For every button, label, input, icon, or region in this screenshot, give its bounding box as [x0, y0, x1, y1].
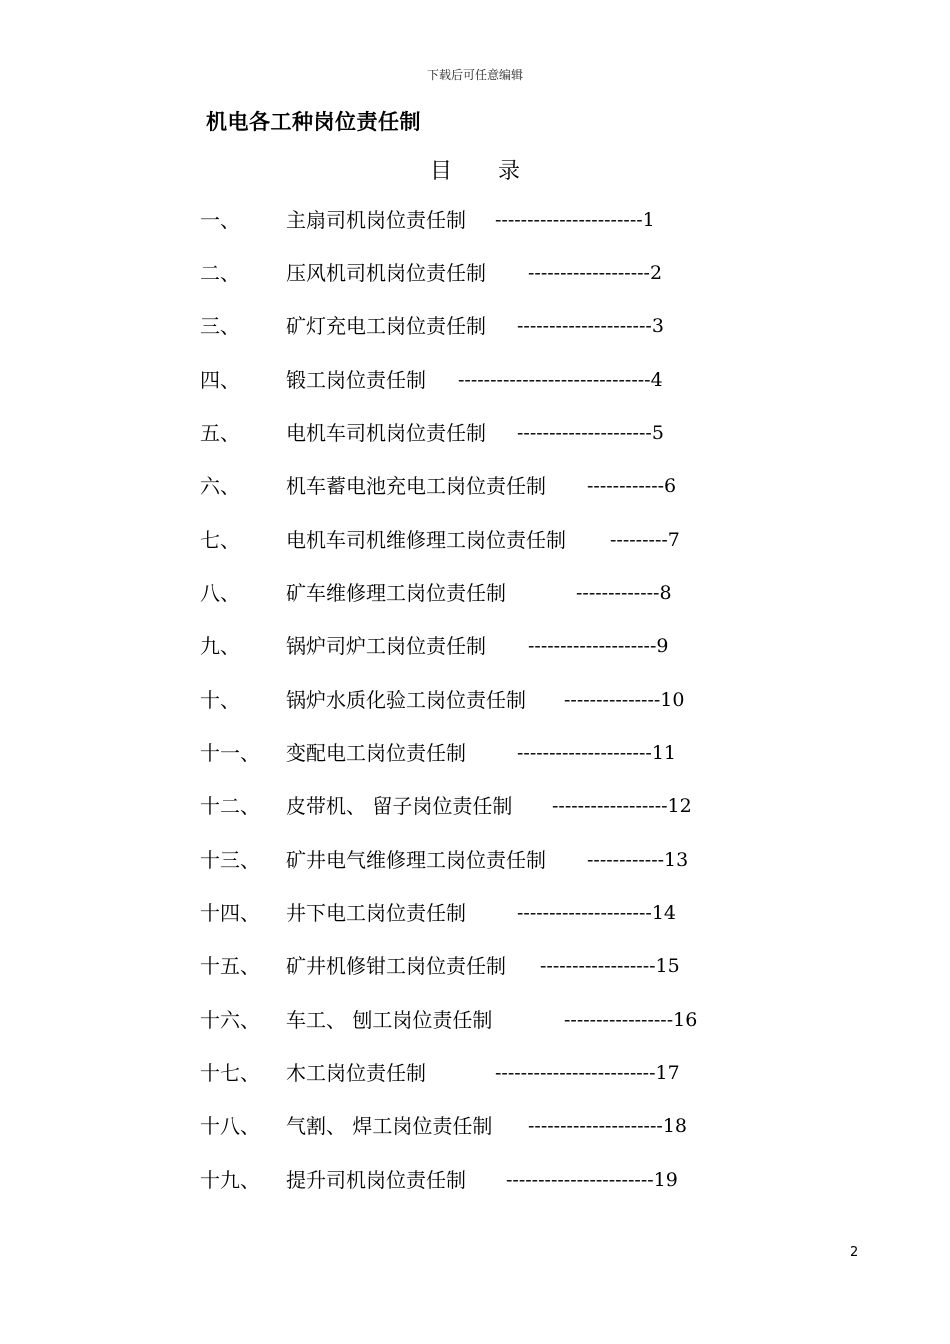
toc-entry-leader-page: ---------------------14 — [517, 902, 676, 924]
toc-entry-number: 九、 — [200, 634, 240, 658]
toc-entry-number: 十四、 — [200, 901, 260, 925]
toc-heading-char-2: 录 — [498, 159, 521, 184]
toc-entry-number: 十六、 — [200, 1008, 260, 1032]
toc-entry-leader-page: -----------------------1 — [495, 209, 655, 231]
toc-entry-title: 锻工岗位责任制 — [286, 368, 426, 392]
toc-entry-number: 五、 — [200, 421, 240, 445]
toc-entry-number: 十一、 — [200, 741, 260, 765]
toc-entry-title: 电机车司机维修理工岗位责任制 — [286, 528, 566, 552]
toc-entry-number: 十九、 — [200, 1168, 260, 1192]
toc-entry-leader-page: ------------13 — [587, 849, 689, 871]
toc-entry-title: 木工岗位责任制 — [286, 1061, 426, 1085]
toc-entry-number: 十七、 — [200, 1061, 260, 1085]
toc-entry-title: 皮带机、 留子岗位责任制 — [286, 794, 513, 818]
toc-entry-title: 矿井电气维修理工岗位责任制 — [286, 848, 546, 872]
toc-entry-leader-page: -------------------------17 — [495, 1062, 680, 1084]
toc-entry-number: 七、 — [200, 528, 240, 552]
toc-entry-leader-page: ------------------12 — [552, 795, 692, 817]
toc-entry-title: 提升司机岗位责任制 — [286, 1168, 466, 1192]
toc-entry-leader-page: ---------------------3 — [517, 315, 664, 337]
toc-entry-title: 气割、 焊工岗位责任制 — [286, 1114, 493, 1138]
toc-entry-number: 十三、 — [200, 848, 260, 872]
toc-entry-leader-page: ---------------10 — [564, 689, 685, 711]
toc-entry-leader-page: ---------------------11 — [517, 742, 676, 764]
toc-entry-leader-page: ---------------------5 — [517, 422, 664, 444]
toc-entry-number: 六、 — [200, 474, 240, 498]
toc-entry-number: 一、 — [200, 208, 240, 232]
toc-entry-leader-page: -------------------2 — [528, 262, 663, 284]
toc-entry-title: 主扇司机岗位责任制 — [286, 208, 466, 232]
toc-entry-number: 四、 — [200, 368, 240, 392]
toc-entry-leader-page: -----------------------19 — [506, 1169, 678, 1191]
document-title: 机电各工种岗位责任制 — [206, 110, 421, 134]
toc-entry-number: 十八、 — [200, 1114, 260, 1138]
toc-entry-leader-page: ------------------------------4 — [458, 369, 663, 391]
toc-entry-number: 十五、 — [200, 954, 260, 978]
toc-entry-title: 机车蓄电池充电工岗位责任制 — [286, 474, 546, 498]
toc-entry-title: 车工、 刨工岗位责任制 — [286, 1008, 493, 1032]
toc-entry-number: 八、 — [200, 581, 240, 605]
toc-entry-title: 电机车司机岗位责任制 — [286, 421, 486, 445]
toc-entry-title: 矿车维修理工岗位责任制 — [286, 581, 506, 605]
toc-entry-number: 十二、 — [200, 794, 260, 818]
toc-entry-title: 压风机司机岗位责任制 — [286, 261, 486, 285]
toc-entry-title: 变配电工岗位责任制 — [286, 741, 466, 765]
toc-entry-title: 锅炉司炉工岗位责任制 — [286, 634, 486, 658]
toc-entry-leader-page: -------------8 — [576, 582, 672, 604]
toc-entry-title: 矿井机修钳工岗位责任制 — [286, 954, 506, 978]
toc-entry-leader-page: ------------6 — [587, 475, 677, 497]
toc-entry-number: 三、 — [200, 314, 240, 338]
toc-heading-char-1: 目 — [429, 159, 452, 184]
toc-entry-leader-page: ---------------------18 — [528, 1115, 687, 1137]
toc-entry-title: 锅炉水质化验工岗位责任制 — [286, 688, 526, 712]
header-note: 下载后可任意编辑 — [426, 68, 523, 82]
toc-entry-leader-page: ---------7 — [610, 529, 680, 551]
toc-entry-number: 二、 — [200, 261, 240, 285]
toc-entry-title: 井下电工岗位责任制 — [286, 901, 466, 925]
toc-entry-leader-page: --------------------9 — [528, 635, 669, 657]
page-number: 2 — [850, 1245, 859, 1260]
toc-heading — [0, 154, 950, 185]
toc-entry-number: 十、 — [200, 688, 240, 712]
toc-entry-leader-page: ------------------15 — [540, 955, 680, 977]
toc-entry-title: 矿灯充电工岗位责任制 — [286, 314, 486, 338]
toc-entry-leader-page: -----------------16 — [564, 1009, 698, 1031]
